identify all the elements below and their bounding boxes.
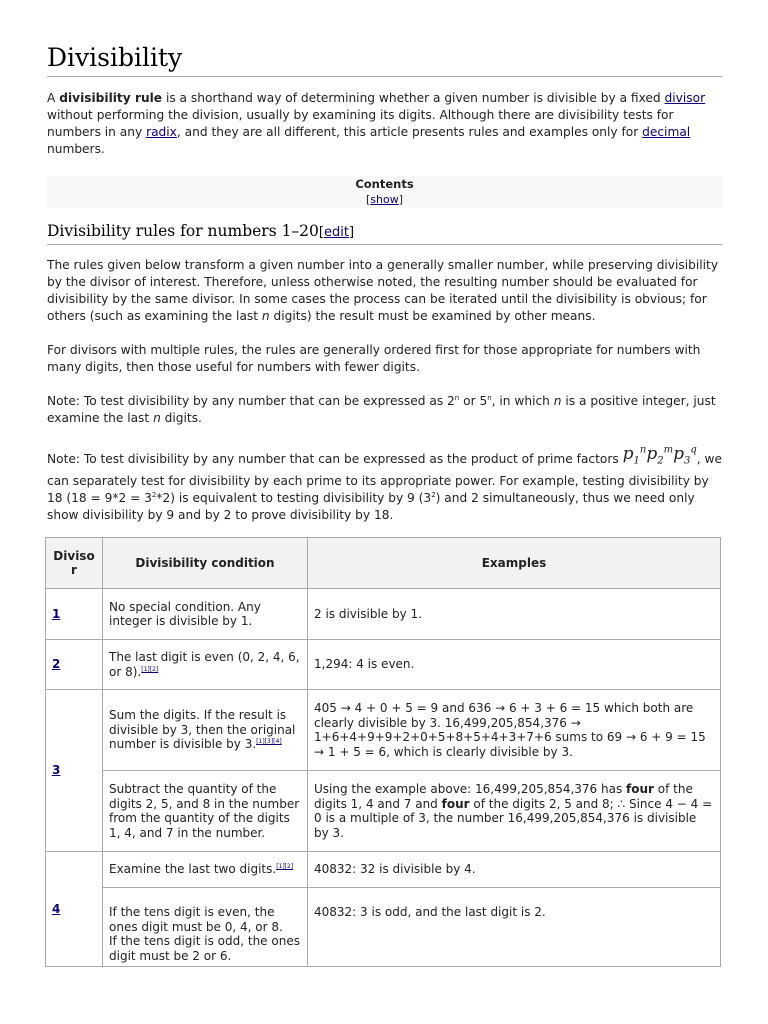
example-cell: 405 → 4 + 0 + 5 = 9 and 636 → 6 + 3 + 6 = 15 which both are clearly divisible by 3. 16,499,205,854,376 → 1+6+4+9+9+2+0+5+8+5+4+3+7+6 sums to 69 → 6 + 9 = 15 → 1 + 5 = 6, which is clearly divisible by 3. (308, 690, 721, 771)
table-row (46, 771, 721, 852)
decimal-link[interactable]: decimal (642, 125, 691, 139)
citation-ref[interactable]: [1][2] (141, 665, 159, 673)
edit-link[interactable]: edit (324, 225, 349, 240)
rules-paragraph: The rules given below transform a given number into a generally smaller number, while preserving divisibility by the divisor of interest. Therefore, unless otherwise noted, the resulting number should be evaluated for divisibility by the same divisor. In some cases the process can be iterated until the divisibility is obvious; for others (such as examining the last n digits) the result must be examined by other means. (47, 258, 719, 323)
divisor-link-3[interactable]: 3 (52, 763, 61, 778)
condition-cell: If the tens digit is even, the ones digit must be 0, 4, or 8. If the tens digit is odd, the ones digit must be 2 or 6. (103, 888, 308, 967)
table-row (46, 640, 721, 690)
radix-link[interactable]: radix (146, 125, 177, 139)
example-cell: Using the example above: 16,499,205,854,376 has four of the digits 1, 4 and 7 and four of the digits 2, 5 and 8; ∴ Since 4 − 4 = 0 is a multiple of 3, the number 16,499,205,854,376 is divisible by 3. (308, 771, 721, 852)
example-cell: 40832: 3 is odd, and the last digit is 2. (308, 888, 721, 967)
table-of-contents (47, 176, 722, 208)
edit-section: [edit] (318, 225, 355, 240)
toc-toggle: [show] (365, 193, 404, 206)
table-row (46, 852, 721, 888)
divisor-link-4[interactable]: 4 (52, 901, 61, 916)
divisor-link[interactable]: divisor (664, 91, 706, 105)
multiple-rules-paragraph: For divisors with multiple rules, the rules are generally ordered first for those appropriate for numbers with many digits, then those useful for numbers with fewer digits. (47, 343, 701, 374)
intro-paragraph: A divisibility rule is a shorthand way of determining whether a given number is divisible by a fixed divisor without performing the division, usually by examining its digits. Although there are divisibility tests for numbers in any radix, and they are all different, this article presents rules and examples only for decimal numbers. (47, 91, 706, 156)
divisor-link-1[interactable]: 1 (52, 606, 61, 621)
table-row (46, 888, 721, 967)
divisor-cell (46, 589, 103, 640)
page-title: Divisibility (47, 40, 722, 77)
bold-term: divisibility rule (59, 91, 163, 105)
section-heading: Divisibility rules for numbers 1–20[edit] (47, 220, 722, 245)
example-cell: 1,294: 4 is even. (308, 640, 721, 690)
prime-factor-formula: $p_1^np_2^mp_3^q$ (622, 444, 697, 467)
condition-cell: Sum the digits. If the result is divisible by 3, then the original number is divisible by 3.[1][3][4] (103, 690, 308, 771)
example-cell: 2 is divisible by 1. (308, 589, 721, 640)
header-divisor[interactable]: Divisor (46, 538, 103, 589)
divisor-link-2[interactable]: 2 (52, 657, 61, 672)
condition-cell: Examine the last two digits.[1][2] (103, 852, 308, 888)
table-header-row (46, 538, 721, 589)
divisor-cell (46, 852, 103, 967)
table-row (46, 690, 721, 771)
divisor-cell (46, 640, 103, 690)
table-row (46, 589, 721, 640)
example-cell: 40832: 32 is divisible by 4. (308, 852, 721, 888)
toc-show-link[interactable]: show (370, 193, 399, 206)
condition-cell: Subtract the quantity of the digits 2, 5, and 8 in the number from the quantity of the digits 1, 4, and 7 in the number. (103, 771, 308, 852)
note-powers: Note: To test divisibility by any number that can be expressed as 2$^n$ or 5$^n$, in which n is a positive integer, just examine the last n digits. (47, 393, 716, 425)
toc-title: Contents (355, 177, 414, 191)
divisor-cell (46, 690, 103, 852)
header-examples[interactable]: Examples (308, 538, 721, 589)
citation-ref[interactable]: [1][2] (276, 863, 294, 871)
header-condition[interactable]: Divisibility condition (103, 538, 308, 589)
note-prime-factors: Note: To test divisibility by any number that can be expressed as the product of prime factors $p_1^np_2^mp_3^q$, we can separately test for divisibility by each prime to its appropriate power. For example, testing divisibility by 18 $(18 = 9*2 = 3^2*2)$ is equivalent to testing divisibility by 9 $(3^2)$ and 2 simultaneously, thus we need only show divisibility by 9 and by 2 to prove divisibility by 18. (47, 444, 722, 523)
condition-cell: The last digit is even (0, 2, 4, 6, or 8).[1][2] (103, 640, 308, 690)
citation-ref[interactable]: [1][3][4] (256, 738, 282, 746)
divisibility-rules-table (45, 537, 721, 967)
condition-cell: No special condition. Any integer is divisible by 1. (103, 589, 308, 640)
